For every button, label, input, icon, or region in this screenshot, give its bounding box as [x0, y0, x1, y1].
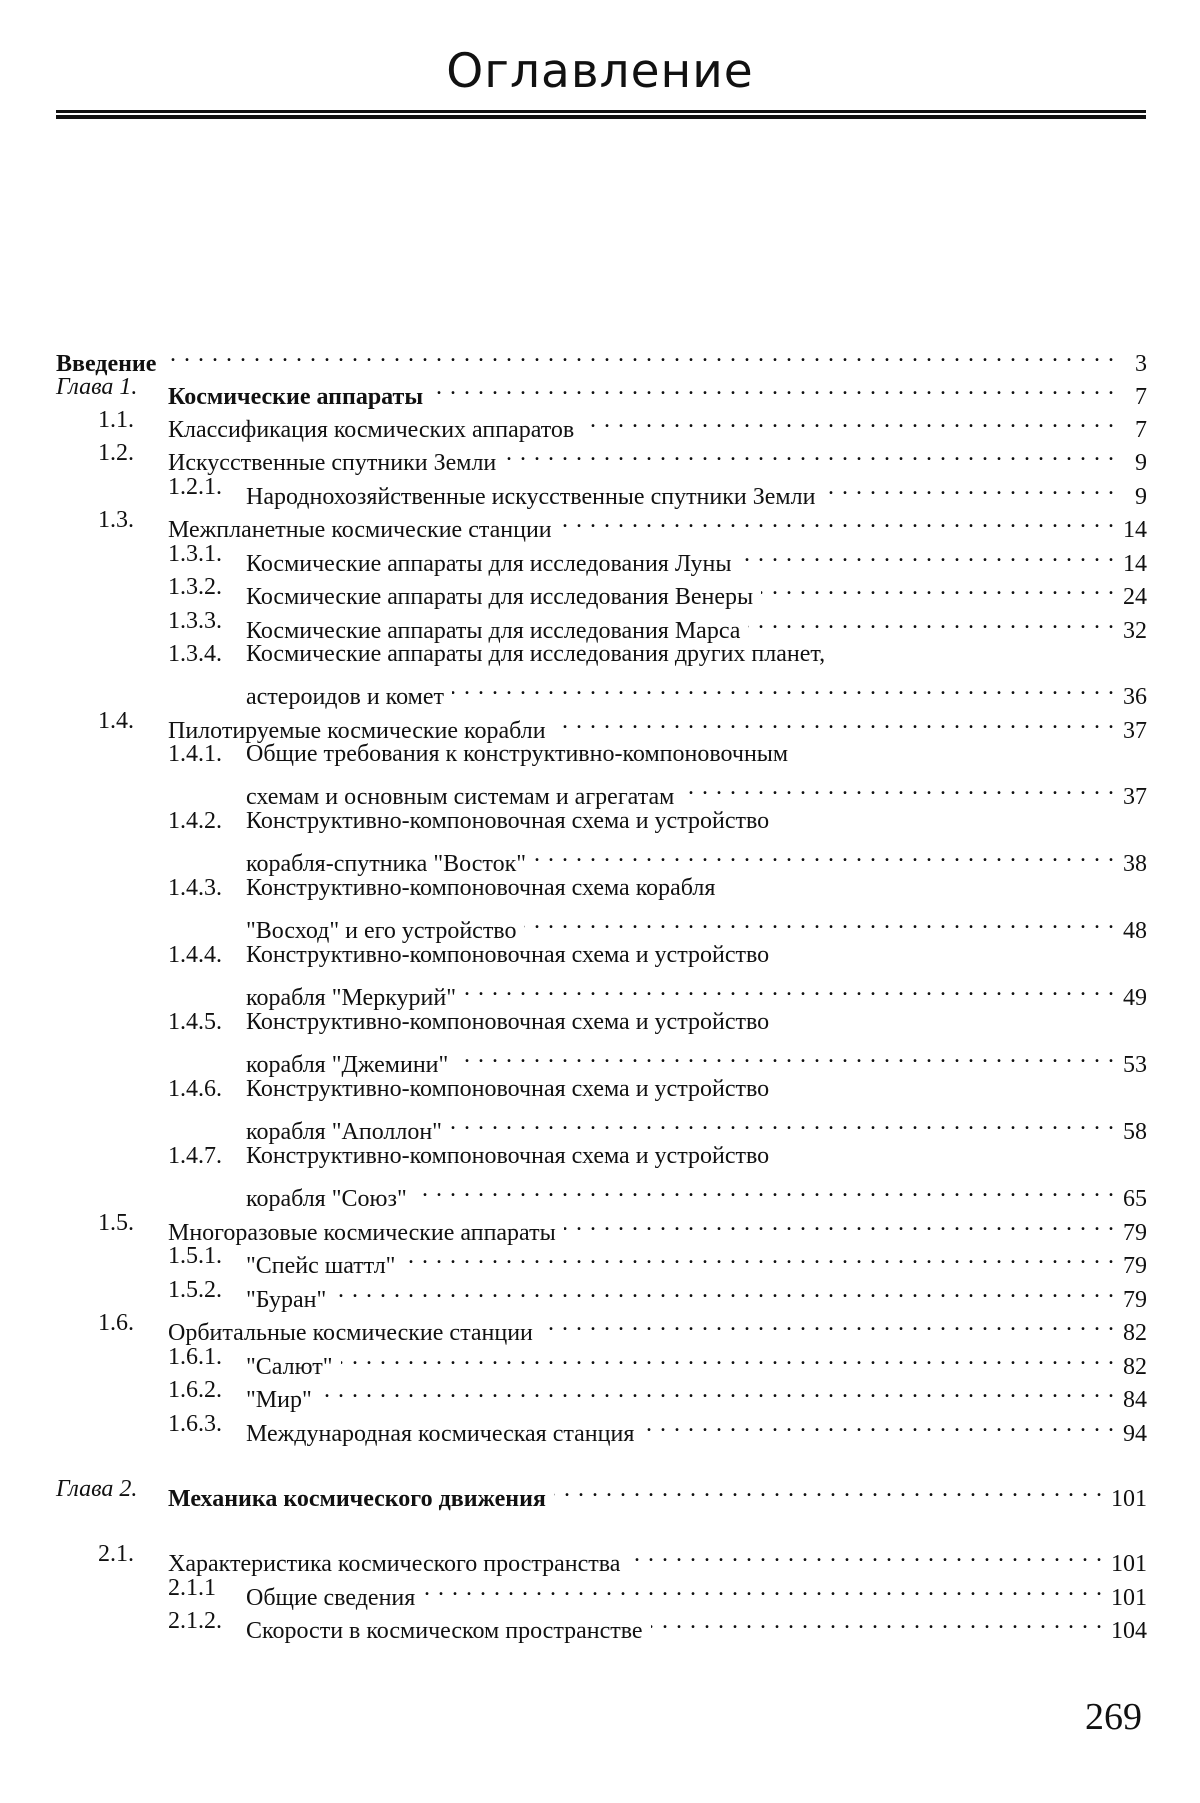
toc-entry-page: 82 [1123, 1320, 1147, 1346]
toc-entry-title: Космические аппараты для исследования Марса [246, 618, 741, 644]
toc-entry-page: 9 [1135, 450, 1147, 476]
toc-entry[interactable] [0, 1407, 1200, 1447]
toc-entry-title: корабля "Союз" [246, 1186, 407, 1212]
toc-entry-number: 1.4.5. [168, 1009, 222, 1035]
toc-entry[interactable] [0, 1537, 1200, 1577]
toc-entry-number: 1.4.1. [168, 741, 222, 767]
toc-entry-line [0, 1072, 1200, 1106]
toc-entry-title: "Буран" [246, 1287, 327, 1313]
toc-entry-number: 2.1.1 [168, 1575, 216, 1601]
toc-entry-number: 1.3.3. [168, 608, 222, 634]
toc-entry-title: астероидов и комет [246, 684, 444, 710]
dot-leader [564, 1206, 1115, 1240]
dot-leader [628, 1537, 1103, 1571]
toc-entry-title: Народнохозяйственные искусственные спутники Земли [246, 484, 816, 510]
toc-entry[interactable] [0, 1239, 1200, 1279]
toc-entry-title: схемам и основным системам и агрегатам [246, 784, 675, 810]
toc-entry-page: 65 [1123, 1186, 1147, 1212]
toc-entry-page: 53 [1123, 1052, 1147, 1078]
toc-entry[interactable] [0, 670, 1200, 710]
toc-entry-title: Механика космического движения [168, 1486, 546, 1512]
toc-entry-title: корабля "Меркурий" [246, 985, 456, 1011]
toc-entry-line [0, 1005, 1200, 1039]
toc-entry-number: 1.4.3. [168, 875, 222, 901]
toc-entry-page: 104 [1111, 1618, 1147, 1644]
toc-entry-title-line1: Конструктивно-компоновочная схема и устройство [246, 1009, 770, 1035]
toc-entry-page: 79 [1123, 1287, 1147, 1313]
toc-entry-number: 2.1. [98, 1541, 134, 1567]
toc-entry-page: 14 [1123, 517, 1147, 543]
toc-entry-title: Характеристика космического пространства [168, 1551, 621, 1577]
toc-entry-title-line1: Конструктивно-компоновочная схема и устройство [246, 1143, 770, 1169]
toc-entry-number: 1.1. [98, 407, 134, 433]
toc-entry-number: 1.3.4. [168, 641, 222, 667]
toc-entry[interactable] [0, 1340, 1200, 1380]
toc-entry-title: Космические аппараты для исследования Луны [246, 551, 732, 577]
toc-entry[interactable] [0, 470, 1200, 510]
toc-entry-title: "Спейс шаттл" [246, 1253, 396, 1279]
toc-entry-page: 79 [1123, 1220, 1147, 1246]
toc-entry-page: 9 [1135, 484, 1147, 510]
toc-entry-number: 1.3.1. [168, 541, 222, 567]
dot-leader [164, 337, 1115, 371]
toc-entry-number: Глава 1. [56, 374, 138, 400]
toc-entry[interactable] [0, 503, 1200, 543]
toc-entry-leader [246, 1407, 1147, 1451]
toc-entry-page: 101 [1111, 1551, 1147, 1577]
toc-entry[interactable] [0, 704, 1200, 744]
dot-leader [452, 670, 1115, 704]
dot-leader [682, 770, 1115, 804]
toc-entry[interactable] [0, 570, 1200, 610]
toc-entry-title: "Салют" [246, 1354, 333, 1380]
dot-leader [739, 537, 1115, 571]
toc-entry-number: 1.5.1. [168, 1243, 222, 1269]
dot-leader [431, 370, 1115, 404]
dot-leader [534, 837, 1115, 871]
toc-entry-title-line1: Общие требования к конструктивно-компоновочным [246, 741, 789, 767]
dot-leader [554, 1472, 1103, 1506]
toc-entry-title: Классификация космических аппаратов [168, 417, 575, 443]
toc-entry-title: Искусственные спутники Земли [168, 450, 497, 476]
toc-entry-number: 1.6.1. [168, 1344, 222, 1370]
toc-entry-line [0, 804, 1200, 838]
toc-entry-line [0, 737, 1200, 771]
toc-entry[interactable] [0, 604, 1200, 644]
toc-entry-line [0, 938, 1200, 972]
dot-leader [456, 1038, 1115, 1072]
toc-entry-title-line1: Конструктивно-компоновочная схема и устройство [246, 808, 770, 834]
dot-leader [524, 904, 1115, 938]
toc-entry[interactable] [0, 1038, 1200, 1078]
toc-entry-title-line1: Конструктивно-компоновочная схема и устройство [246, 942, 770, 968]
toc-entry-title: "Восход" и его устройство [246, 918, 517, 944]
toc-entry-number: 1.4.6. [168, 1076, 222, 1102]
dot-leader [415, 1172, 1115, 1206]
dot-leader [651, 1604, 1103, 1638]
toc-entry-page: 94 [1123, 1421, 1147, 1447]
toc-entry-number: 1.3. [98, 507, 134, 533]
toc-entry-page: 101 [1111, 1585, 1147, 1611]
toc-entry-title: Международная космическая станция [246, 1421, 635, 1447]
dot-leader [823, 470, 1115, 504]
toc-entry-title: Орбитальные космические станции [168, 1320, 533, 1346]
toc-entry-page: 79 [1123, 1253, 1147, 1279]
toc-entry[interactable] [0, 1604, 1200, 1644]
dot-leader [403, 1239, 1115, 1273]
toc-entry[interactable] [0, 1206, 1200, 1246]
toc-entry-line [0, 637, 1200, 671]
toc-entry-page: 49 [1123, 985, 1147, 1011]
dot-leader [334, 1273, 1115, 1307]
toc-entry-page: 84 [1123, 1387, 1147, 1413]
dot-leader [642, 1407, 1115, 1441]
toc-entry-title: Пилотируемые космические корабли [168, 718, 546, 744]
toc-entry[interactable] [0, 370, 1200, 410]
toc-entry-title-line1: Конструктивно-компоновочная схема корабля [246, 875, 716, 901]
toc-entry-line [0, 1139, 1200, 1173]
toc-entry[interactable] [0, 1105, 1200, 1145]
toc-entry-page: 37 [1123, 784, 1147, 810]
toc-entry-title: корабля "Джемини" [246, 1052, 449, 1078]
toc-entry-page: 82 [1123, 1354, 1147, 1380]
toc-entry-title-line1: Конструктивно-компоновочная схема и устройство [246, 1076, 770, 1102]
toc-entry-page: 7 [1135, 417, 1147, 443]
toc-entry[interactable] [0, 904, 1200, 944]
toc-entry-title: Космические аппараты [168, 384, 424, 410]
toc-entry-page: 3 [1135, 351, 1147, 377]
toc-entry-title: Скорости в космическом пространстве [246, 1618, 643, 1644]
page-title: Оглавление [446, 44, 754, 99]
toc-entry-title: "Мир" [246, 1387, 312, 1413]
toc-entry-line [0, 871, 1200, 905]
dot-leader [748, 604, 1115, 638]
toc-entry-title: Межпланетные космические станции [168, 517, 552, 543]
toc-entry-number: 1.6. [98, 1310, 134, 1336]
toc-entry-number: 2.1.2. [168, 1608, 222, 1634]
toc-entry-page: 32 [1123, 618, 1147, 644]
toc-entry[interactable] [0, 1571, 1200, 1611]
toc-entry[interactable] [0, 1273, 1200, 1313]
toc-entry[interactable] [0, 403, 1200, 443]
toc-entry-page: 101 [1111, 1486, 1147, 1512]
toc-entry[interactable] [0, 1172, 1200, 1212]
page-number: 269 [1085, 1696, 1142, 1738]
toc-entry-number: 1.6.3. [168, 1411, 222, 1437]
toc-entry-leader [168, 1472, 1147, 1516]
toc-entry-page: 38 [1123, 851, 1147, 877]
toc-entry-page: 7 [1135, 384, 1147, 410]
toc-entry-title-line1: Космические аппараты для исследования других планет, [246, 641, 826, 667]
toc-entry-title: корабля-спутника "Восток" [246, 851, 527, 877]
toc-entry-number: 1.4.2. [168, 808, 222, 834]
dot-leader [504, 436, 1115, 470]
dot-leader [541, 1306, 1115, 1340]
toc-entry-page: 24 [1123, 584, 1147, 610]
toc-entry[interactable] [0, 337, 1200, 377]
toc-entry-page: 37 [1123, 718, 1147, 744]
toc-entry-number: 1.6.2. [168, 1377, 222, 1403]
toc-entry-number: 1.5. [98, 1210, 134, 1236]
toc-entry[interactable] [0, 436, 1200, 476]
toc-entry-number: 1.3.2. [168, 574, 222, 600]
toc-entry-page: 58 [1123, 1119, 1147, 1145]
toc-entry-number: 1.4.4. [168, 942, 222, 968]
toc-entry-number: Глава 2. [56, 1476, 138, 1502]
toc-entry[interactable] [0, 971, 1200, 1011]
toc-entry-title: Космические аппараты для исследования Венеры [246, 584, 754, 610]
toc-entry[interactable] [0, 1472, 1200, 1512]
toc-entry-number: 1.2.1. [168, 474, 222, 500]
toc-entry-title: Многоразовые космические аппараты [168, 1220, 556, 1246]
toc-entry-page: 48 [1123, 918, 1147, 944]
toc-entry-number: 1.4. [98, 708, 134, 734]
toc-entry-number: 1.5.2. [168, 1277, 222, 1303]
dot-leader [560, 503, 1115, 537]
dot-leader [464, 971, 1115, 1005]
dot-leader [423, 1571, 1103, 1605]
toc-entry-leader [246, 1604, 1147, 1648]
toc-entry[interactable] [0, 770, 1200, 810]
toc-entry[interactable] [0, 1306, 1200, 1346]
dot-leader [554, 704, 1115, 738]
dot-leader [341, 1340, 1115, 1374]
toc-entry-title: корабля "Аполлон" [246, 1119, 442, 1145]
toc-entry-page: 14 [1123, 551, 1147, 577]
dot-leader [320, 1373, 1115, 1407]
toc-entry-title: Введение [56, 351, 157, 377]
toc-entry[interactable] [0, 537, 1200, 577]
toc-entry-number: 1.2. [98, 440, 134, 466]
dot-leader [761, 570, 1115, 604]
toc-entry[interactable] [0, 837, 1200, 877]
toc-entry-number: 1.4.7. [168, 1143, 222, 1169]
toc-entry[interactable] [0, 1373, 1200, 1413]
toc-entry-title: Общие сведения [246, 1585, 416, 1611]
dot-leader [450, 1105, 1115, 1139]
toc-entry-page: 36 [1123, 684, 1147, 710]
dot-leader [582, 403, 1115, 437]
